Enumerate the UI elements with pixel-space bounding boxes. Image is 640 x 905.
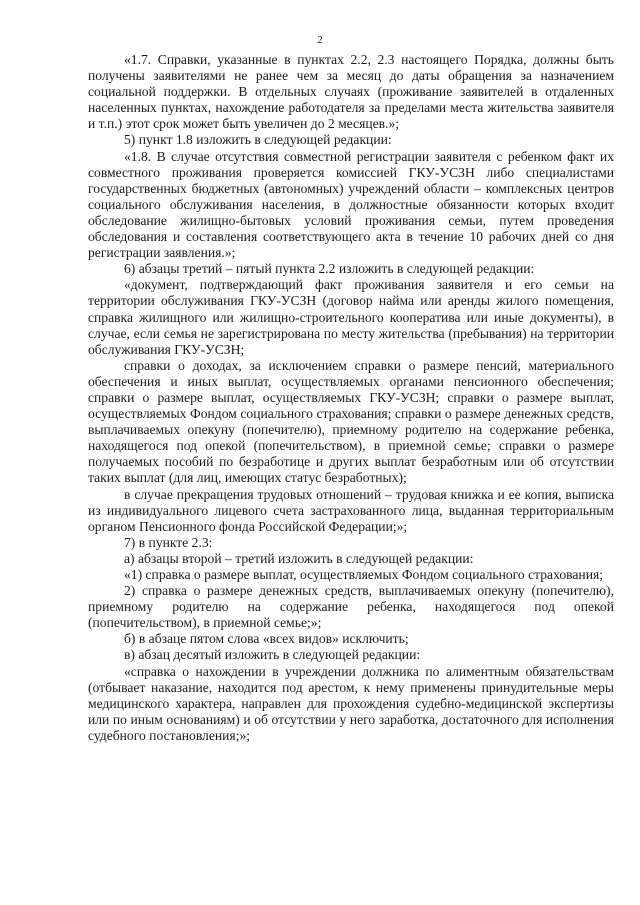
- paragraph-1-8: «1.8. В случае отсутствия совместной регистрации заявителя с ребенком факт их совместного проживания проверяется комиссией ГКУ-УСЗН либо специалистами государственных бюджетных (автономных) учреждений области – комплексных центров социального обслуживания населения, в должностные обязанности которых входит обследование жилищно-бытовых условий проживания семьи, путем проведения обследования и составления соответствующего акта в течение 10 рабочих дней со дня регистрации заявления.»;: [88, 148, 614, 261]
- paragraph-item-7v: в) абзац десятый изложить в следующей редакции:: [124, 647, 421, 663]
- paragraph-item-7: 7) в пункте 2.3:: [124, 534, 213, 550]
- paragraph-item-6: 6) абзацы третий – пятый пункта 2.2 изложить в следующей редакции:: [124, 261, 535, 277]
- paragraph-certificate-2: 2) справка о размере денежных средств, выплачиваемых опекуну (попечителю), приемному родителю на содержание ребенка, находящегося под опекой (попечительством), в приемной семье;»;: [88, 583, 614, 631]
- paragraph-employment-termination: в случае прекращения трудовых отношений – трудовая книжка и ее копия, выписка из индивидуального лицевого счета застрахованного лица, выданная территориальным органом Пенсионного фонда Российской Федерации;»;: [88, 486, 614, 534]
- paragraph-item-7b: б) в абзаце пятом слова «всех видов» исключить;: [124, 631, 409, 647]
- paragraph-1-7: «1.7. Справки, указанные в пунктах 2.2, 2.3 настоящего Порядка, должны быть получены заявителями не ранее чем за месяц до даты обращения за назначением социальной поддержки. В отдельных случаях (проживание заявителей в отдаленных населенных пунктах, нахождение работодателя за пределами места жительства заявителя и т.п.) этот срок может быть увеличен до 2 месяцев.»;: [88, 52, 614, 132]
- paragraph-debtor-certificate: «справка о нахождении в учреждении должника по алиментным обязательствам (отбывает наказание, находится под арестом, к нему применены принудительные меры медицинского характера, направлен для прохождения судебно-медицинской экспертизы или по иным основаниям) и об отсутствии у него заработка, достаточного для исполнения судебного постановления;»;: [88, 663, 614, 743]
- document-body: [88, 52, 614, 744]
- page-number: 2: [317, 34, 323, 46]
- paragraph-certificate-1: «1) справка о размере выплат, осуществляемых Фондом социального страхования;: [124, 567, 604, 582]
- paragraph-income-certificates: справки о доходах, за исключением справки о размере пенсий, материального обеспечения и иных выплат, осуществляемых органами пенсионного обеспечения; справки о размере выплат, осуществляемых ГКУ-УСЗН; справки о размере выплат, осуществляемых Фондом социального страхования; справки о размере денежных средств, выплачиваемых опекуну (попечителю), приемному родителю на содержание ребенка, находящегося под опекой (попечительством), в приемной семье; справки о размере получаемых пособий по безработице и других выплат безработным или об отсутствии таких выплат (для лиц, имеющих статус безработных);: [88, 357, 614, 486]
- paragraph-residence-document: «документ, подтверждающий факт проживания заявителя и его семьи на территории обслуживания ГКУ-УСЗН (договор найма или аренды жилого помещения, справка жилищного или жилищно-строительного кооператива или иные документы), в случае, если семья не зарегистрирована по месту жительства (пребывания) на территории обслуживания ГКУ-УСЗН;: [88, 277, 614, 357]
- paragraph-item-5: 5) пункт 1.8 изложить в следующей редакции:: [124, 132, 392, 148]
- paragraph-item-7a: а) абзацы второй – третий изложить в следующей редакции:: [124, 550, 474, 566]
